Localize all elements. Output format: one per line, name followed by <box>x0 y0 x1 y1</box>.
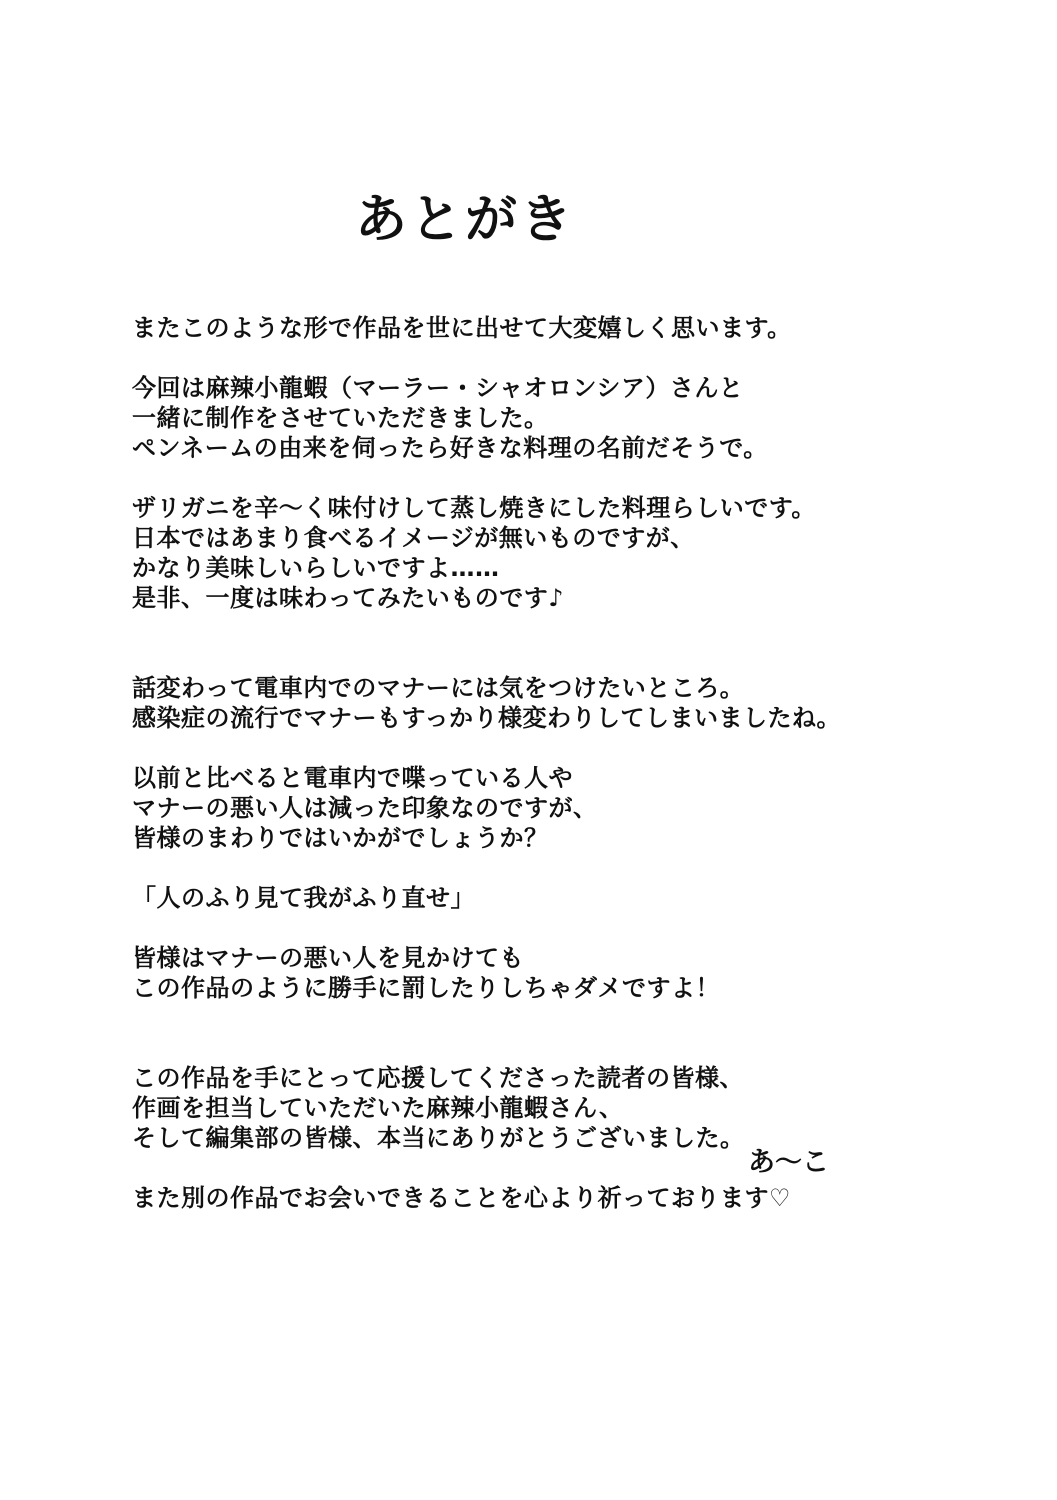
paragraph <box>132 763 992 853</box>
text-line: また別の作品でお会いできることを心より祈っております♡ <box>132 1184 792 1212</box>
text-line: 以前と比べると電車内で喋っている人や <box>132 764 573 792</box>
author-signature: あ～こ <box>748 1147 829 1178</box>
text-line: またこのような形で作品を世に出せて大変嬉しく思います。 <box>132 314 792 342</box>
afterword-body <box>132 313 992 1213</box>
text-line: 日本ではあまり食べるイメージが無いものですが、 <box>132 524 695 552</box>
text-line: 話変わって電車内でのマナーには気をつけたいところ。 <box>132 674 745 702</box>
text-line: かなり美味しいらしいですよ…… <box>132 554 500 582</box>
text-line: 是非、一度は味わってみたいものです♪ <box>132 584 565 612</box>
text-line: この作品のように勝手に罰したりしちゃダメですよ！ <box>132 974 720 1002</box>
text-line: 皆様はマナーの悪い人を見かけても <box>132 944 524 972</box>
paragraph <box>132 1063 992 1153</box>
paragraph <box>132 313 992 343</box>
text-line: 「人のふり見て我がふり直せ」 <box>132 884 475 912</box>
paragraph <box>132 673 992 733</box>
paragraph <box>132 1183 992 1213</box>
paragraph <box>132 493 992 613</box>
text-line: 皆様のまわりではいかがでしょうか？ <box>132 824 549 852</box>
paragraph <box>132 883 992 913</box>
paragraph <box>132 943 992 1003</box>
text-line: そして編集部の皆様、本当にありがとうございました。 <box>132 1124 745 1152</box>
text-line: ザリガニを辛～く味付けして蒸し焼きにした料理らしいです。 <box>132 494 816 522</box>
page-title: あとがき <box>354 190 575 250</box>
text-line: 感染症の流行でマナーもすっかり様変わりしてしまいましたね。 <box>132 704 842 732</box>
paragraph <box>132 373 992 463</box>
text-line: 一緒に制作をさせていただきました。 <box>132 404 549 432</box>
text-line: この作品を手にとって応援してくださった読者の皆様、 <box>132 1064 745 1092</box>
text-line: ペンネームの由来を伺ったら好きな料理の名前だそうで。 <box>132 434 768 462</box>
text-line: マナーの悪い人は減った印象なのですが、 <box>132 794 598 822</box>
text-line: 今回は麻辣小龍蝦（マーラー・シャオロンシア）さんと <box>132 374 744 402</box>
text-line: 作画を担当していただいた麻辣小龍蝦さん、 <box>132 1094 624 1122</box>
